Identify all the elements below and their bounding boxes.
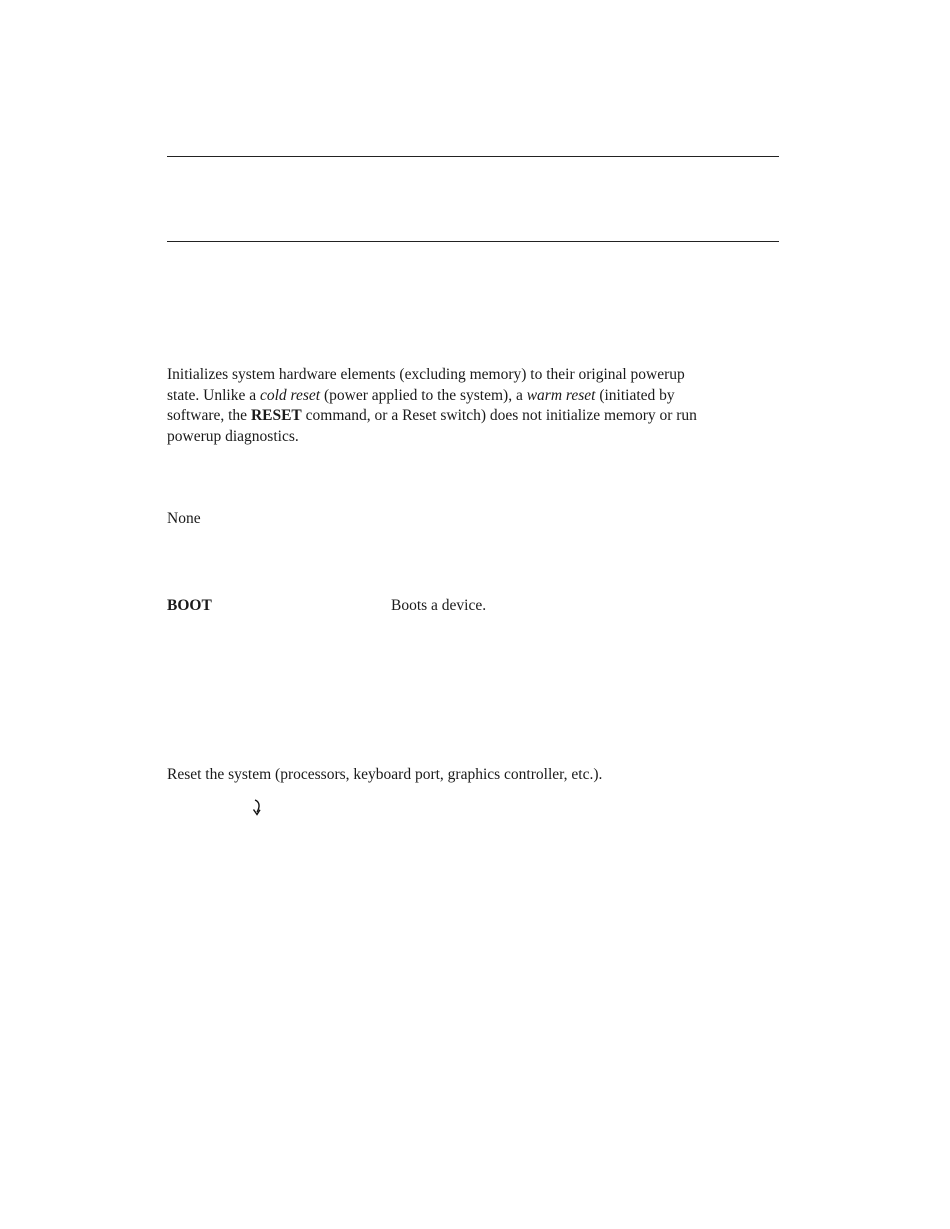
example-description: Reset the system (processors, keyboard port, graphics controller, etc.). (167, 766, 603, 783)
description-text: command, or a Reset switch) does not initialize memory or run (301, 407, 697, 424)
description-line-4: powerup diagnostics. (167, 427, 299, 445)
term-warm-reset: warm reset (526, 386, 596, 404)
description-text: state. Unlike a (167, 386, 260, 404)
description-line-2 (167, 386, 779, 407)
description-line-3 (167, 406, 779, 427)
header-rule-top (167, 156, 779, 157)
command-name: RESET (250, 407, 302, 424)
parameters-value: None (167, 510, 201, 527)
header-rule-bottom (167, 241, 779, 242)
term-cold-reset: cold reset (259, 386, 321, 404)
see-also-command: BOOT (167, 597, 212, 614)
description-paragraph (167, 365, 779, 447)
enter-key-icon (251, 798, 265, 818)
description-text: software, the (167, 407, 251, 424)
see-also-description: Boots a device. (391, 597, 487, 614)
description-line-1: Initializes system hardware elements (excluding memory) to their original powerup (167, 366, 685, 383)
description-text: (initiated by (595, 386, 675, 404)
description-text: (power applied to the system), a (320, 386, 527, 404)
